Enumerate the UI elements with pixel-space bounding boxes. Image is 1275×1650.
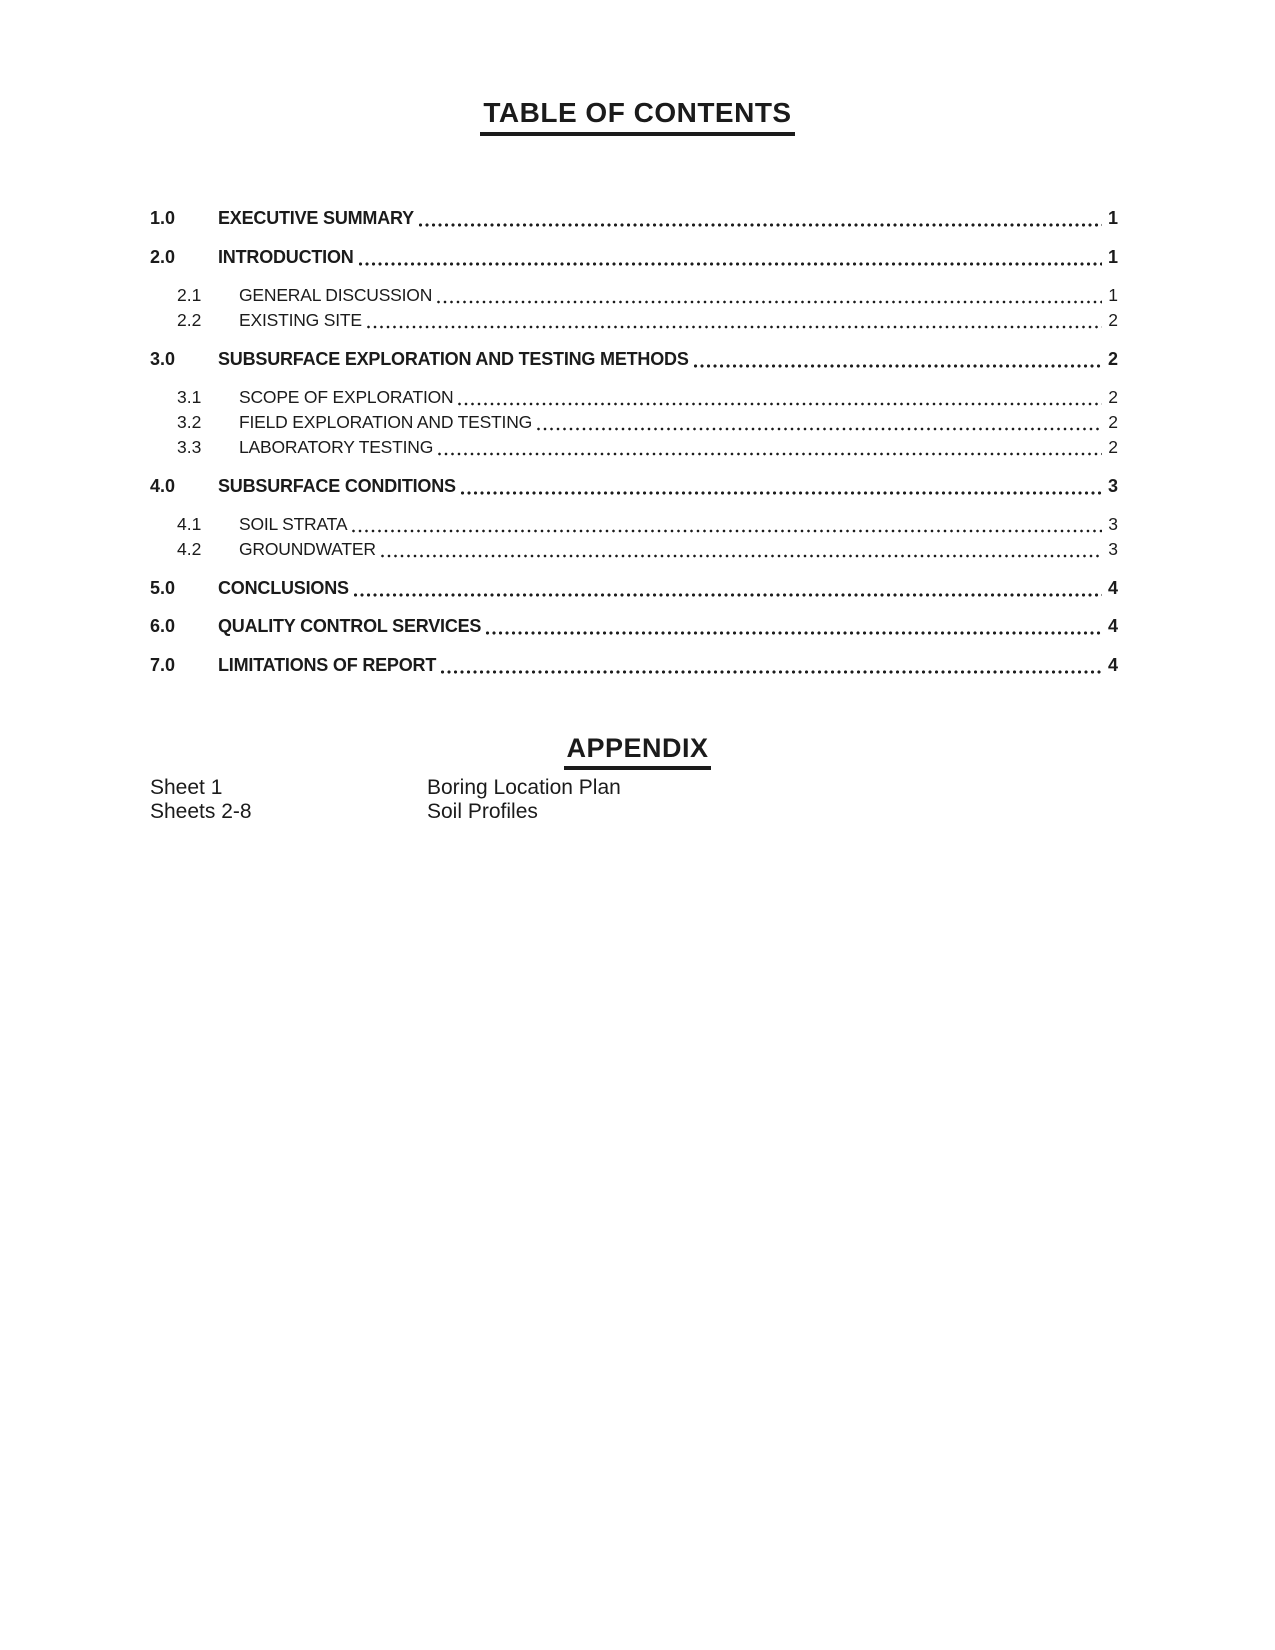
toc-section-number: 2.2: [177, 310, 202, 330]
toc-section-number: 4.0: [150, 475, 176, 496]
appendix-row: [150, 776, 1118, 800]
appendix-sheet-label: Sheet 1: [150, 775, 223, 799]
appendix-list: [150, 776, 1118, 824]
toc-page-number: 2: [1108, 437, 1118, 457]
toc-entry: [150, 614, 1118, 639]
toc-page-number: 1: [1108, 285, 1118, 305]
dot-leader: [381, 553, 1102, 559]
dot-leader: [437, 299, 1102, 305]
toc-entry: [150, 435, 1118, 460]
toc-page-number: 3: [1107, 475, 1118, 496]
toc-section-title: LIMITATIONS OF REPORT: [218, 654, 437, 675]
toc-section-number: 1.0: [150, 208, 176, 228]
toc-entry: [150, 283, 1118, 308]
toc-section-title: FIELD EXPLORATION AND TESTING: [239, 412, 533, 432]
appendix-title-container: [0, 733, 1275, 770]
toc-page-number: 1: [1107, 208, 1118, 228]
toc-page-number: 4: [1107, 654, 1118, 675]
appendix-sheet-description: Soil Profiles: [427, 799, 538, 823]
toc-section-title: GROUNDWATER: [239, 539, 376, 559]
toc-section-number: 3.0: [150, 348, 176, 369]
dot-leader: [458, 401, 1102, 407]
toc-entry: [150, 385, 1118, 410]
toc-entry: [150, 347, 1118, 372]
document-title-container: [0, 0, 1275, 136]
appendix-sheet-label: Sheets 2-8: [150, 799, 252, 823]
appendix-sheet-description: Boring Location Plan: [427, 775, 621, 799]
toc-section-title: EXISTING SITE: [239, 310, 362, 330]
dot-leader: [367, 324, 1102, 330]
toc-page-number: 1: [1107, 246, 1118, 267]
toc-page-number: 3: [1108, 514, 1118, 534]
dot-leader: [486, 630, 1102, 636]
toc-entry: [150, 474, 1118, 499]
toc-section-title: SUBSURFACE CONDITIONS: [218, 475, 456, 496]
toc-page-number: 3: [1108, 539, 1118, 559]
toc-entry: [150, 245, 1118, 270]
dot-leader: [354, 592, 1102, 598]
dot-leader: [359, 261, 1102, 267]
toc-section-title: EXECUTIVE SUMMARY: [218, 208, 414, 228]
toc-page-number: 2: [1107, 348, 1118, 369]
dot-leader: [694, 363, 1102, 369]
toc-section-title: LABORATORY TESTING: [239, 437, 434, 457]
toc-page-number: 4: [1107, 616, 1118, 636]
toc-page-number: 2: [1108, 387, 1118, 407]
toc-page-number: 2: [1108, 412, 1118, 432]
table-of-contents: [150, 206, 1118, 678]
toc-section-number: 6.0: [150, 616, 176, 636]
dot-leader: [352, 528, 1102, 534]
toc-section-number: 2.1: [177, 285, 202, 305]
page-title: TABLE OF CONTENTS: [480, 97, 794, 136]
toc-entry: [150, 206, 1118, 231]
toc-page-number: 2: [1108, 310, 1118, 330]
toc-entry: [150, 512, 1118, 537]
toc-section-number: 5.0: [150, 577, 176, 598]
toc-section-number: 7.0: [150, 654, 176, 675]
toc-section-number: 4.1: [177, 514, 202, 534]
toc-section-title: SUBSURFACE EXPLORATION AND TESTING METHODS: [218, 348, 689, 369]
toc-section-title: GENERAL DISCUSSION: [239, 285, 433, 305]
appendix-row: [150, 800, 1118, 824]
appendix-title: APPENDIX: [564, 733, 710, 770]
toc-section-title: SOIL STRATA: [239, 514, 348, 534]
toc-section-number: 3.3: [177, 437, 202, 457]
toc-section-title: QUALITY CONTROL SERVICES: [218, 616, 482, 636]
toc-entry: [150, 537, 1118, 562]
dot-leader: [461, 490, 1102, 496]
toc-section-number: 3.1: [177, 387, 202, 407]
toc-section-title: CONCLUSIONS: [218, 577, 349, 598]
dot-leader: [537, 426, 1102, 432]
dot-leader: [441, 669, 1102, 675]
dot-leader: [438, 451, 1102, 457]
toc-entry: [150, 576, 1118, 601]
toc-entry: [150, 653, 1118, 678]
toc-section-number: 3.2: [177, 412, 202, 432]
toc-section-number: 4.2: [177, 539, 202, 559]
dot-leader: [419, 222, 1102, 228]
toc-entry: [150, 308, 1118, 333]
toc-section-title: SCOPE OF EXPLORATION: [239, 387, 454, 407]
toc-page-number: 4: [1107, 577, 1118, 598]
toc-section-number: 2.0: [150, 246, 176, 267]
toc-entry: [150, 410, 1118, 435]
toc-section-title: INTRODUCTION: [218, 246, 354, 267]
